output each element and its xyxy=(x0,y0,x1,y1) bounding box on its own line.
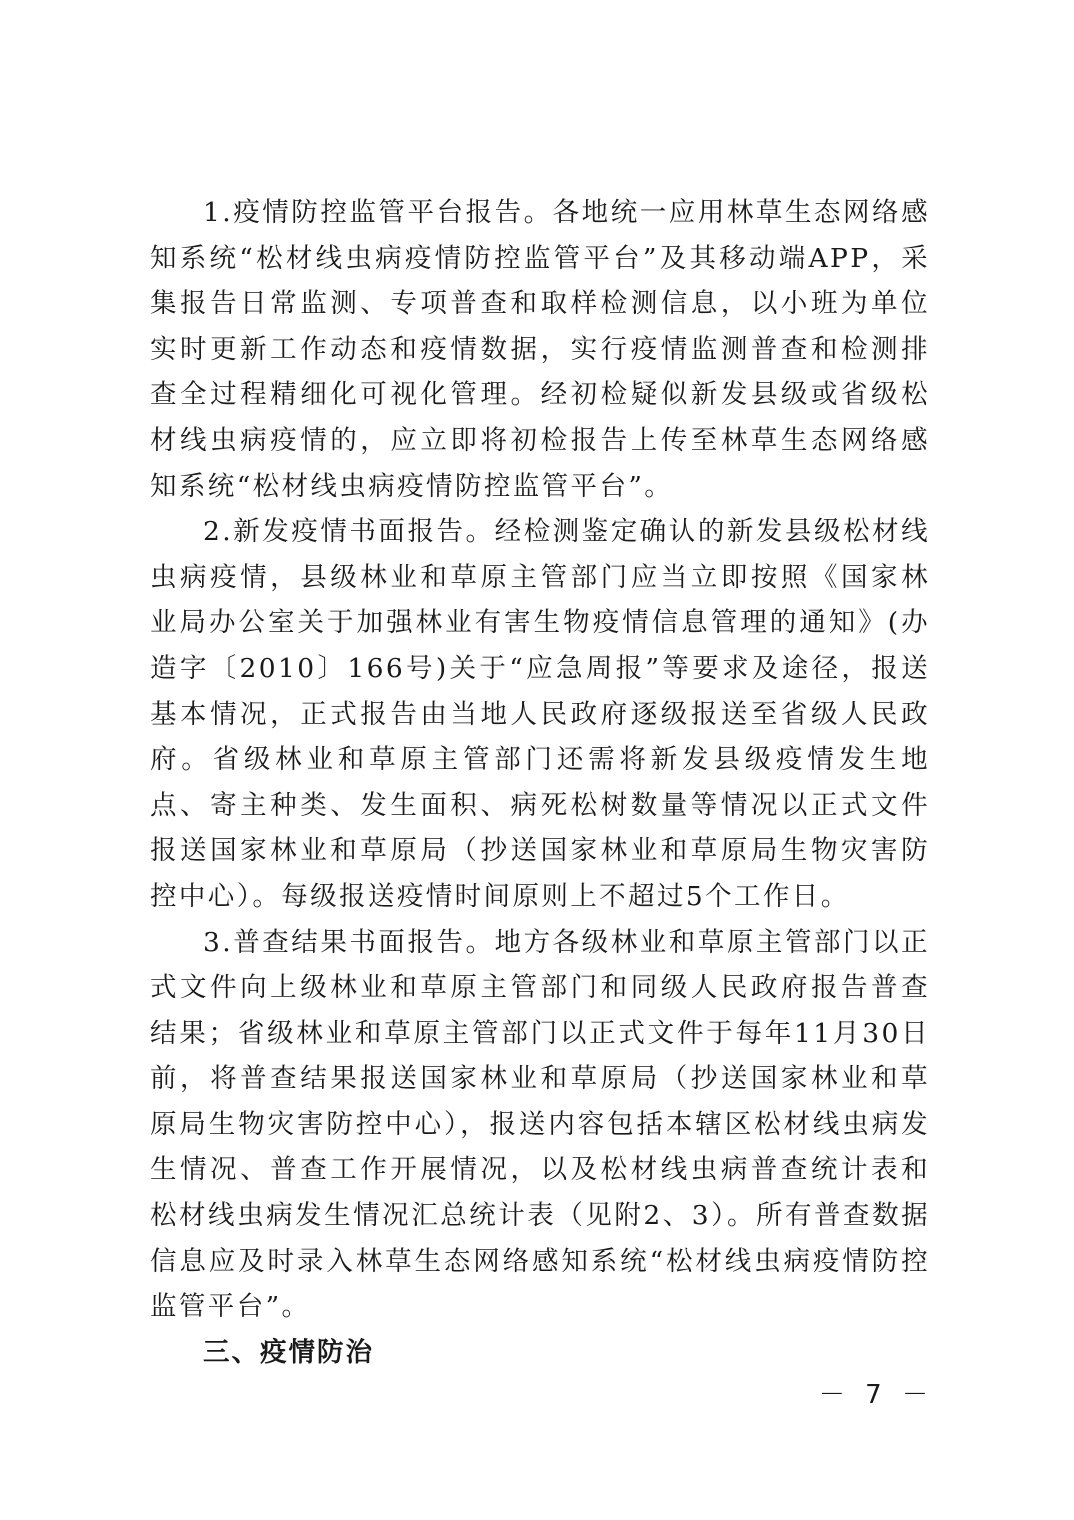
paragraph-new-outbreak-report: 2.新发疫情书面报告。经检测鉴定确认的新发县级松材线虫病疫情，县级林业和草原主管部门应当立即按照《国家林业局办公室关于加强林业有害生物疫情信息管理的通知》(办造字〔2010〕166号)关于“应急周报”等要求及途径，报送基本情况，正式报告由当地人民政府逐级报送至省级人民政府。省级林业和草原主管部门还需将新发县级疫情发生地点、寄主种类、发生面积、病死松树数量等情况以正式文件报送国家林业和草原局（抄送国家林业和草原局生物灾害防控中心）。每级报送疫情时间原则上不超过5个工作日。 xyxy=(150,516,930,912)
paragraph-survey-result-report: 3.普查结果书面报告。地方各级林业和草原主管部门以正式文件向上级林业和草原主管部门和同级人民政府报告普查结果；省级林业和草原主管部门以正式文件于每年11月30日前，将普查结果报送国家林业和草原局（抄送国家林业和草原局生物灾害防控中心），报送内容包括本辖区松材线虫病发生情况、普查工作开展情况，以及松材线虫病普查统计表和松材线虫病发生情况汇总统计表（见附2、3）。所有普查数据信息应及时录入林草生态网络感知系统“松材线虫病疫情防控监管平台”。 xyxy=(150,926,930,1323)
section-heading-prevention: 三、疫情防治 xyxy=(203,1336,374,1368)
page-number: － 7 － xyxy=(818,1380,934,1410)
document-body xyxy=(150,190,930,1375)
paragraph-platform-report: 1.疫情防控监管平台报告。各地统一应用林草生态网络感知系统“松材线虫病疫情防控监管平台”及其移动端APP，采集报告日常监测、专项普查和取样检测信息，以小班为单位实时更新工作动态和疫情数据，实行疫情监测普查和检测排查全过程精细化可视化管理。经初检疑似新发县级或省级松材线虫病疫情的，应立即将初检报告上传至林草生态网络感知系统“松材线虫病疫情防控监管平台”。 xyxy=(150,197,930,502)
